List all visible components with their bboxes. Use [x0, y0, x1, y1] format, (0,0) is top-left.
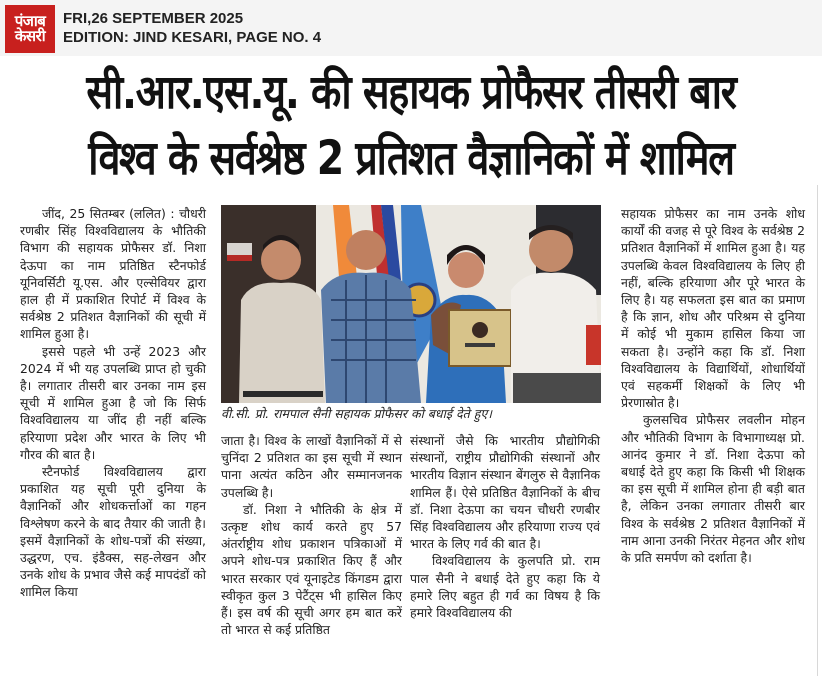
punjab-kesari-logo: [5, 5, 55, 53]
headline-line-2: विश्व के सर्वश्रेष्ठ 2 प्रतिशत वैज्ञानिकों में शामिल: [88, 131, 734, 186]
paragraph: इससे पहले भी उन्हें 2023 और 2024 में भी यह उपलब्धि प्राप्त हो चुकी है। लगातार तीसरी बार उनका नाम इस सूची में शामिल हुआ है जो कि सिर्फ विश्वविद्यालय या जींद ही नहीं बल्कि हरियाणा प्रदेश और भारत के लिए भी गौरव की बात है।: [20, 343, 206, 462]
article-column-3: [410, 432, 600, 621]
person-1: [239, 283, 325, 403]
page-edge-divider: [817, 185, 818, 676]
paragraph: संस्थानों जैसे कि भारतीय प्रौद्योगिकी संस्थानों, राष्ट्रीय प्रौद्योगिकी संस्थानों और भारतीय विज्ञान संस्थान बेंगलुरु से वैज्ञानिक शामिल हैं। ऐसे प्रतिष्ठित वैज्ञानिकों के बीच डॉ. निशा देऊपा का चयन चौधरी रणबीर सिंह विश्वविद्यालय और हरियाणा राज्य एवं भारत के लिए गर्व की बात है।: [410, 433, 600, 552]
article-headline: [10, 60, 812, 192]
logo-line-1: पंजाब: [14, 12, 46, 30]
publication-date: FRI,26 SEPTEMBER 2025: [63, 10, 244, 27]
article-column-4: [621, 205, 805, 566]
paragraph: जाता है। विश्व के लाखों वैज्ञानिकों में से चुनिंदा 2 प्रतिशत का इस सूची में स्थान पाना अत्यंत कठिन और सम्मानजनक उपलब्धि है।: [221, 433, 402, 500]
article-column-2: [221, 432, 402, 638]
photo-caption: वी.सी. प्रो. रामपाल सैनी सहायक प्रोफैसर को बधाई देते हुए।: [221, 406, 492, 421]
paragraph: सहायक प्रोफैसर का नाम उनके शोध कार्यों की वजह से पूरे विश्व के सर्वश्रेष्ठ 2 प्रतिशत वैज्ञानिकों में शामिल हुआ है। यह उपलब्धि केवल विश्वविद्यालय के लिए ही नहीं, बल्कि हरियाणा और पूरे भारत के लिए है। यह सफलता इस बात का प्रमाण है कि ज्ञान, शोध और परिश्रम से दुनिया में कोई भी मुकाम हासिल किया जा सकता है। उन्होंने कहा कि डॉ. निशा विश्वविद्यालय के विद्यार्थियों, शोधार्थियों एवं सहकर्मी शिक्षकों के लिए भी प्रेरणास्रोत है।: [621, 206, 805, 411]
paragraph: कुलसचिव प्रोफैसर लवलीन मोहन और भौतिकी विभाग के विभागाध्यक्ष प्रो. आनंद कुमार ने डॉ. निशा देऊपा को बधाई देते हुए कहा कि किसी भी शिक्षक का इस सूची में शामिल होना ही बड़ी बात है, लेकिन उनका लगातार तीसरी बार विश्व के सर्वश्रेष्ठ 2 प्रतिशत वैज्ञानिकों में नाम आना उनकी निरंतर मेहनत और शोध के प्रति समर्पण को दर्शाता है।: [621, 412, 805, 566]
paragraph: डॉ. निशा ने भौतिकी के क्षेत्र में उत्कृष्ट शोध कार्य करते हुए 57 अंतर्राष्ट्रीय शोध प्रकाशन पत्रिकाओं में अपने शोध-पत्र प्रकाशित किए हैं और भारत सरकार एवं यूनाइटेड किंगडम द्वारा स्वीकृत कुल 3 पेटैंट्स भी हासिल किए हैं। इस वर्ष की सूची अगर हम बात करें तो भारत से कई प्रतिष्ठित: [221, 501, 402, 638]
news-photo: [221, 205, 601, 403]
paragraph: स्टैनफोर्ड विश्वविद्यालय द्वारा प्रकाशित यह सूची पूरी दुनिया के वैज्ञानिकों और शोधकर्त्ताओं का गहन विश्लेषण करने के बाद तैयार की जाती है। इसमें वैज्ञानिकों के शोध-पत्रों की संख्या, उद्धरण, एच. इंडैक्स, सह-लेखन और उनके शोध के प्रभाव जैसे कई मापदंडों को शामिल किया: [20, 464, 206, 600]
logo-line-2: केसरी: [14, 27, 46, 45]
edition-info: EDITION: JIND KESARI, PAGE NO. 4: [63, 29, 322, 46]
paragraph: विश्वविद्यालय के कुलपति प्रो. राम पाल सैनी ने बधाई देते हुए कहा कि ये हमारे लिए बहुत ही गर्व का विषय है कि हमारे विश्वविद्यालय की: [410, 553, 600, 621]
headline-line-1: सी.आर.एस.यू. की सहायक प्रोफैसर तीसरी बार: [86, 65, 736, 120]
group-photo-illustration: [221, 205, 601, 403]
article-column-1: [20, 205, 206, 601]
paragraph: जींद, 25 सितम्बर (ललित) : चौधरी रणबीर सिंह विश्वविद्यालय के भौतिकी विभाग की सहायक प्रोफैसर डॉ. निशा देऊपा का नाम प्रतिष्ठित स्टैनफोर्ड यूनिवर्सिटी यू.एस. और एल्सेवियर द्वारा हाल ही में प्रकाशित रिपोर्ट में विश्व के सर्वश्रेष्ठ 2 प्रतिशत वैज्ञानिकों की सूची में शामिल हुआ है।: [20, 206, 206, 342]
edition-meta: [63, 9, 321, 47]
epaper-header: [0, 0, 822, 56]
person-2: [321, 273, 421, 403]
